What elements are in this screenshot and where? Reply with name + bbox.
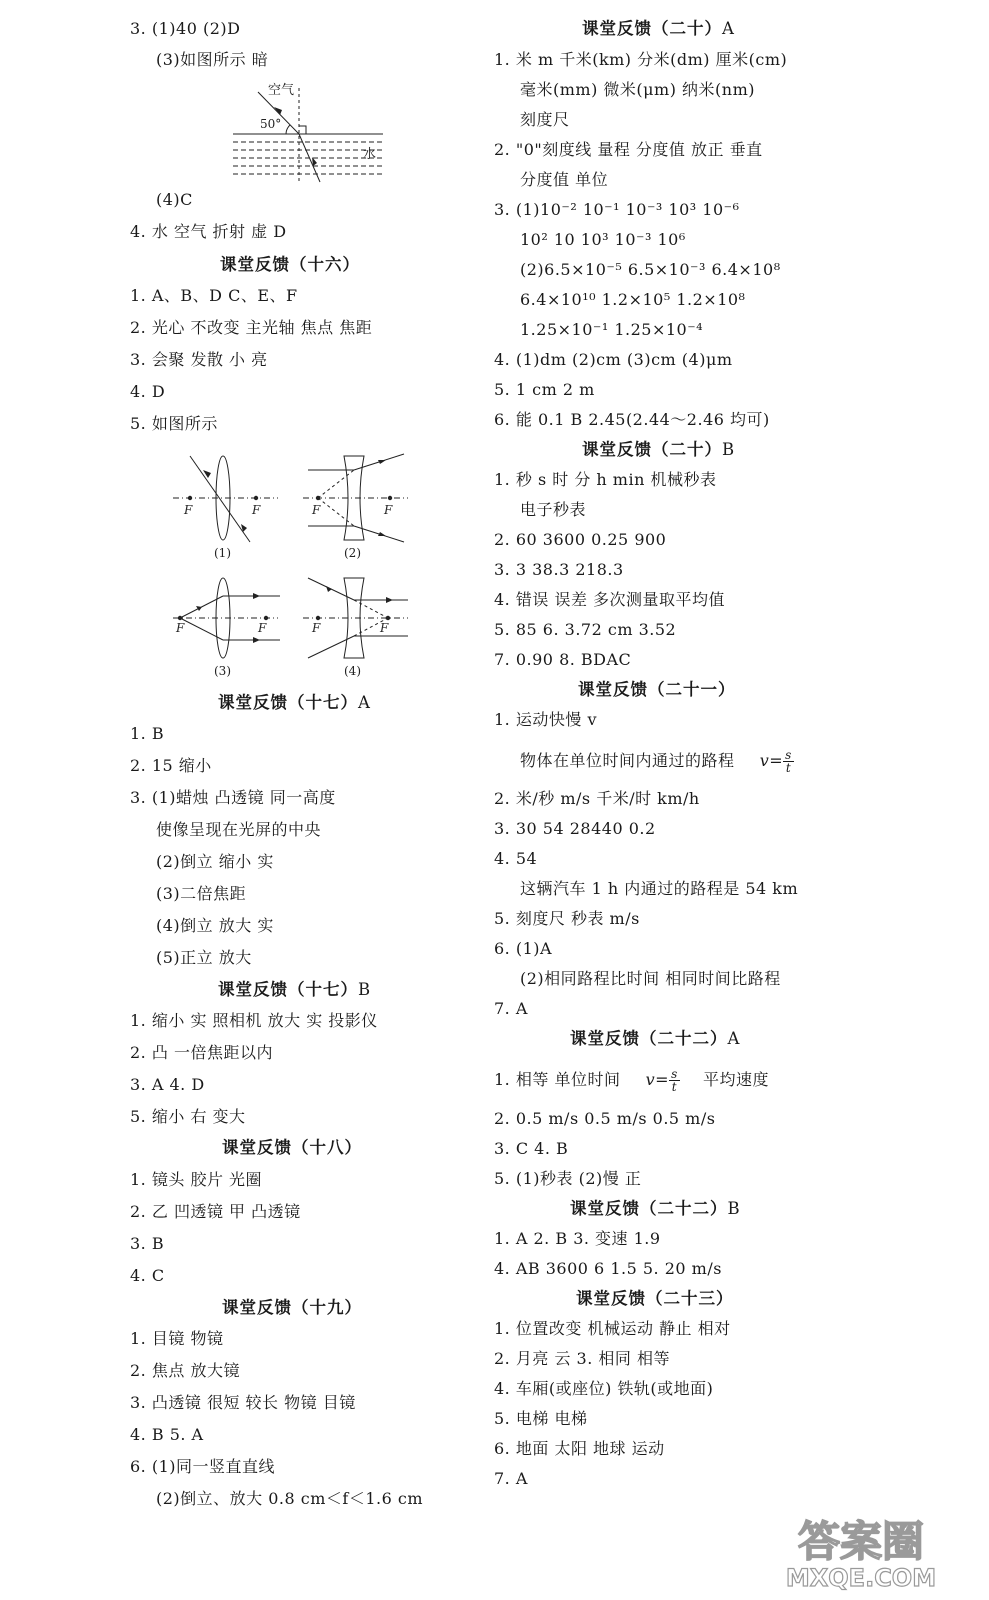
answer-line: 3. 会聚 发散 小 亮 bbox=[130, 350, 268, 369]
answer-line: 1. 运动快慢 v bbox=[494, 710, 597, 729]
answer-line: 5. 缩小 右 变大 bbox=[130, 1107, 246, 1126]
answer-line: 3. (1)10⁻² 10⁻¹ 10⁻³ 10³ 10⁻⁶ bbox=[494, 200, 740, 219]
angle-label: 50° bbox=[260, 117, 282, 131]
answer-line: 3. 30 54 28440 0.2 bbox=[494, 819, 656, 838]
answer-line: 2. 米/秒 m/s 千米/时 km/h bbox=[494, 789, 700, 808]
answer-line: 3. (1)蜡烛 凸透镜 同一高度 bbox=[130, 788, 336, 807]
answer-line: 3. B bbox=[130, 1234, 165, 1253]
answer-line: 分度值 单位 bbox=[520, 170, 609, 189]
answer-line: (4)倒立 放大 实 bbox=[156, 916, 274, 935]
answer-line: 2. "0"刻度线 量程 分度值 放正 垂直 bbox=[494, 140, 763, 159]
air-label: 空气 bbox=[268, 83, 295, 98]
answer-line: 5. (1)秒表 (2)慢 正 bbox=[494, 1169, 642, 1188]
figure-caption: (2) bbox=[344, 546, 361, 560]
answer-line: 1. 镜头 胶片 光圈 bbox=[130, 1170, 263, 1189]
answer-line: 1. 位置改变 机械运动 静止 相对 bbox=[494, 1319, 731, 1338]
section-heading: 课堂反馈（十八） bbox=[222, 1138, 362, 1157]
answer-line: (2)倒立、放大 0.8 cm＜f＜1.6 cm bbox=[156, 1489, 424, 1508]
answer-line: 4. D bbox=[130, 382, 166, 401]
focus-label: F bbox=[176, 621, 185, 635]
fraction: $\frac{s}{t}$ bbox=[671, 1067, 678, 1094]
section-heading: 课堂反馈（十六） bbox=[220, 255, 360, 274]
section-heading: 课堂反馈（十七）A bbox=[218, 693, 371, 712]
answer-line: 毫米(mm) 微米(μm) 纳米(nm) bbox=[520, 80, 756, 99]
answer-line: 6. (1)同一竖直直线 bbox=[130, 1457, 276, 1476]
answer-line: 1. 缩小 实 照相机 放大 实 投影仪 bbox=[130, 1011, 378, 1030]
focus-label: F bbox=[184, 503, 193, 517]
focus-label: F bbox=[312, 621, 321, 635]
fraction: $\frac{s}{t}$ bbox=[785, 748, 792, 775]
focus-label: F bbox=[384, 503, 393, 517]
answer-line: 使像呈现在光屏的中央 bbox=[156, 820, 322, 839]
formula-lhs: v= bbox=[759, 751, 784, 770]
section-heading: 课堂反馈（二十二）B bbox=[570, 1199, 741, 1218]
answer-line: 1. 目镜 物镜 bbox=[130, 1329, 224, 1348]
section-heading: 课堂反馈（十七）B bbox=[218, 980, 372, 999]
svg-text:MXQE.COM: MXQE.COM bbox=[785, 1564, 937, 1592]
answer-line: 1.25×10⁻¹ 1.25×10⁻⁴ bbox=[520, 320, 704, 339]
answer-line: 4. C bbox=[130, 1266, 165, 1285]
answer-line: 4. (1)dm (2)cm (3)cm (4)μm bbox=[494, 350, 733, 369]
section-heading: 课堂反馈（二十）A bbox=[582, 19, 735, 38]
answer-line: 3. (1)40 (2)D bbox=[130, 19, 241, 38]
answer-line: (2)倒立 缩小 实 bbox=[156, 852, 274, 871]
answer-line: 1. A、B、D C、E、F bbox=[130, 286, 298, 305]
answer-line: 2. 0.5 m/s 0.5 m/s 0.5 m/s bbox=[494, 1109, 716, 1128]
answer-line: (3)二倍焦距 bbox=[156, 884, 247, 903]
answer-line: 4. 54 bbox=[494, 849, 538, 868]
answer-line: 2. 15 缩小 bbox=[130, 756, 212, 775]
answer-line: 1. 相等 单位时间 v= $\frac{s}{t}$ 平均速度 bbox=[494, 1067, 769, 1094]
focus-label: F bbox=[380, 621, 389, 635]
answer-line: 10² 10 10³ 10⁻³ 10⁶ bbox=[520, 230, 686, 249]
answer-line: 7. 0.90 8. BDAC bbox=[494, 650, 632, 669]
section-heading: 课堂反馈（二十三） bbox=[576, 1289, 734, 1308]
answer-line: (4)C bbox=[156, 190, 193, 209]
focus-label: F bbox=[312, 503, 321, 517]
answer-line: 4. 错误 误差 多次测量取平均值 bbox=[494, 590, 726, 609]
answer-line: 2. 月亮 云 3. 相同 相等 bbox=[494, 1349, 670, 1368]
answer-line: 刻度尺 bbox=[520, 110, 570, 129]
answer-line: 1. A 2. B 3. 变速 1.9 bbox=[494, 1229, 661, 1248]
water-label: 水 bbox=[363, 147, 377, 162]
watermark-logo bbox=[751, 1512, 971, 1592]
answer-line: 2. 焦点 放大镜 bbox=[130, 1361, 240, 1380]
answer-line: 2. 凸 一倍焦距以内 bbox=[130, 1043, 273, 1062]
section-heading: 课堂反馈（二十二）A bbox=[570, 1029, 741, 1048]
answer-line: 4. AB 3600 6 1.5 5. 20 m/s bbox=[494, 1259, 722, 1278]
answer-line: 5. 刻度尺 秒表 m/s bbox=[494, 909, 640, 928]
answer-line: 7. A bbox=[494, 999, 528, 1018]
answer-line: (2)相同路程比时间 相同时间比路程 bbox=[520, 969, 781, 988]
answer-line: 3. 凸透镜 很短 较长 物镜 目镜 bbox=[130, 1393, 356, 1412]
answer-line: 6.4×10¹⁰ 1.2×10⁵ 1.2×10⁸ bbox=[520, 290, 746, 309]
focus-label: F bbox=[252, 503, 261, 517]
svg-text:答案圈: 答案圈 bbox=[797, 1517, 925, 1566]
answer-line: 5. 85 6. 3.72 cm 3.52 bbox=[494, 620, 677, 639]
answer-line: 5. 电梯 电梯 bbox=[494, 1409, 588, 1428]
answer-line: 4. B 5. A bbox=[130, 1425, 204, 1444]
answer-line: 4. 水 空气 折射 虚 D bbox=[130, 222, 287, 241]
answer-line: 6. 能 0.1 B 2.45(2.44～2.46 均可) bbox=[494, 410, 770, 429]
focus-label: F bbox=[258, 621, 267, 635]
answer-line: 6. 地面 太阳 地球 运动 bbox=[494, 1439, 665, 1458]
section-heading: 课堂反馈（十九） bbox=[222, 1298, 362, 1317]
answer-line bbox=[520, 749, 794, 774]
answer-line: 1. B bbox=[130, 724, 165, 743]
answer-line: 5. 1 cm 2 m bbox=[494, 380, 595, 399]
section-heading: 课堂反馈（二十）B bbox=[582, 440, 736, 459]
refraction-diagram bbox=[228, 78, 388, 188]
answer-line: 这辆汽车 1 h 内通过的路程是 54 km bbox=[520, 879, 799, 898]
answer-line: (3)如图所示 暗 bbox=[156, 50, 269, 69]
answer-line: 7. A bbox=[494, 1469, 528, 1488]
answer-line: 3. 3 38.3 218.3 bbox=[494, 560, 624, 579]
figure-caption: (1) bbox=[214, 546, 231, 560]
answer-line: 1. 秒 s 时 分 h min 机械秒表 bbox=[494, 470, 717, 489]
answer-line: 1. 米 m 千米(km) 分米(dm) 厘米(cm) bbox=[494, 50, 788, 69]
answer-line: (5)正立 放大 bbox=[156, 948, 252, 967]
answer-line: 3. A 4. D bbox=[130, 1075, 205, 1094]
answer-line: 2. 乙 凹透镜 甲 凸透镜 bbox=[130, 1202, 301, 1221]
lens-diagrams bbox=[168, 448, 418, 688]
answer-line: 5. 如图所示 bbox=[130, 414, 218, 433]
figure-caption: (4) bbox=[344, 664, 361, 678]
section-heading: 课堂反馈（二十一） bbox=[578, 680, 736, 699]
answer-line: 3. C 4. B bbox=[494, 1139, 569, 1158]
formula-lhs: v= bbox=[645, 1070, 670, 1089]
answer-line: 电子秒表 bbox=[520, 500, 587, 519]
answer-line: 2. 60 3600 0.25 900 bbox=[494, 530, 667, 549]
answer-line: 4. 车厢(或座位) 铁轨(或地面) bbox=[494, 1379, 714, 1398]
definition-text: 物体在单位时间内通过的路程 bbox=[520, 751, 735, 770]
answer-line: (2)6.5×10⁻⁵ 6.5×10⁻³ 6.4×10⁸ bbox=[520, 260, 781, 279]
answer-line: 2. 光心 不改变 主光轴 焦点 焦距 bbox=[130, 318, 373, 337]
figure-caption: (3) bbox=[214, 664, 231, 678]
answer-line: 6. (1)A bbox=[494, 939, 553, 958]
